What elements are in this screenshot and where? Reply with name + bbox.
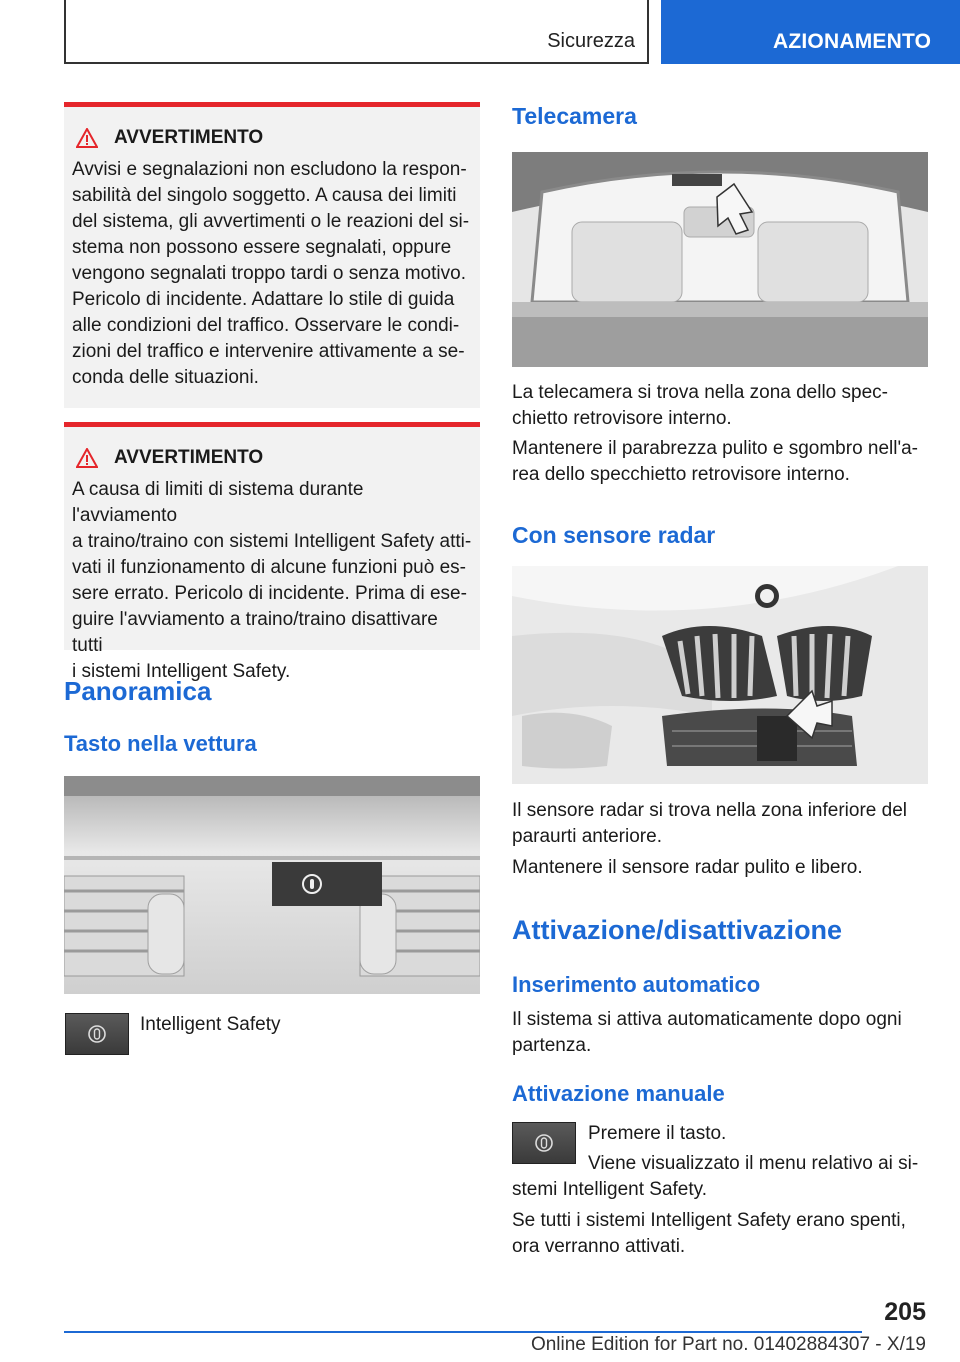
intelligent-safety-key-icon xyxy=(65,1013,129,1055)
manual-step-1: Premere il tasto. xyxy=(588,1123,727,1144)
manual-activation-text-2: Se tutti i sistemi Intelligent Safety erano spenti, ora verranno attivati. xyxy=(512,1210,906,1257)
manual-step-2: Viene visualizzato il menu relativo ai si- xyxy=(588,1153,919,1174)
front-bumper-radar-photo xyxy=(512,566,928,784)
header-chapter-box xyxy=(661,0,960,64)
heading-attivazione-manuale: Attivazione manuale xyxy=(512,1081,725,1106)
header-chapter-title: AZIONAMENTO xyxy=(773,30,932,53)
warning-box-1 xyxy=(64,102,480,408)
warning-triangle-icon xyxy=(76,128,98,148)
heading-inserimento-automatico: Inserimento automatico xyxy=(512,972,761,997)
warning-title-2: AVVERTIMENTO xyxy=(76,447,472,469)
heading-telecamera: Telecamera xyxy=(512,103,637,129)
warning-text-1: Avvisi e segnalazioni non escludono la respon- sabilità del singolo soggetto. A causa dei limiti del sistema, gli avvertimenti o le reazioni del si- stema non possono essere segnalati, oppure vengono segnalati troppo tardi o senza motivo. Pericolo di incidente. Adattare lo stile di guida alle condizioni del traffico. Osservare le condi- zioni del traffico e intervenire attivamente a se- conda delle situazioni. xyxy=(72,159,470,388)
intelligent-safety-key-icon xyxy=(512,1122,576,1164)
header-section-box xyxy=(64,0,649,64)
radar-text-2: Mantenere il sensore radar pulito e libero. xyxy=(512,857,863,878)
telecamera-text-2: Mantenere il parabrezza pulito e sgombro nell'a- rea dello specchietto retrovisore interno. xyxy=(512,438,919,485)
manual-step-2-cont: stemi Intelligent Safety. xyxy=(512,1179,708,1200)
telecamera-text-1: La telecamera si trova nella zona dello spec- chietto retrovisore interno. xyxy=(512,382,888,429)
page-number: 205 xyxy=(884,1298,926,1326)
auto-activation-text: Il sistema si attiva automaticamente dopo ogni partenza. xyxy=(512,1009,902,1056)
header-section-title: Sicurezza xyxy=(547,30,635,52)
dashboard-button-photo xyxy=(64,776,480,994)
key-label: Intelligent Safety xyxy=(140,1014,281,1035)
footer-edition: Online Edition for Part no. 01402884307 - X/19 xyxy=(530,1334,926,1355)
warning-title-1: AVVERTIMENTO xyxy=(76,127,472,149)
radar-text-1: Il sensore radar si trova nella zona inferiore del paraurti anteriore. xyxy=(512,800,907,847)
heading-radar: Con sensore radar xyxy=(512,522,716,548)
rear-window-camera-photo xyxy=(512,152,928,367)
warning-triangle-icon xyxy=(76,448,98,468)
heading-tasto-vettura: Tasto nella vettura xyxy=(64,731,257,756)
heading-panoramica: Panoramica xyxy=(64,676,212,706)
heading-attivazione: Attivazione/disattivazione xyxy=(512,915,843,945)
warning-box-2 xyxy=(64,422,480,682)
footer-divider xyxy=(64,1331,862,1333)
warning-text-2: A causa di limiti di sistema durante l'avviamento a traino/traino con sistemi Intelligent Safety atti- vati il funzionamento di alcune funzioni può es- sere errato. Pericolo di incidente. Prima di ese- guire l'avviamento a traino/traino disattivare tutti i sistemi Intelligent Safety. xyxy=(72,479,472,682)
